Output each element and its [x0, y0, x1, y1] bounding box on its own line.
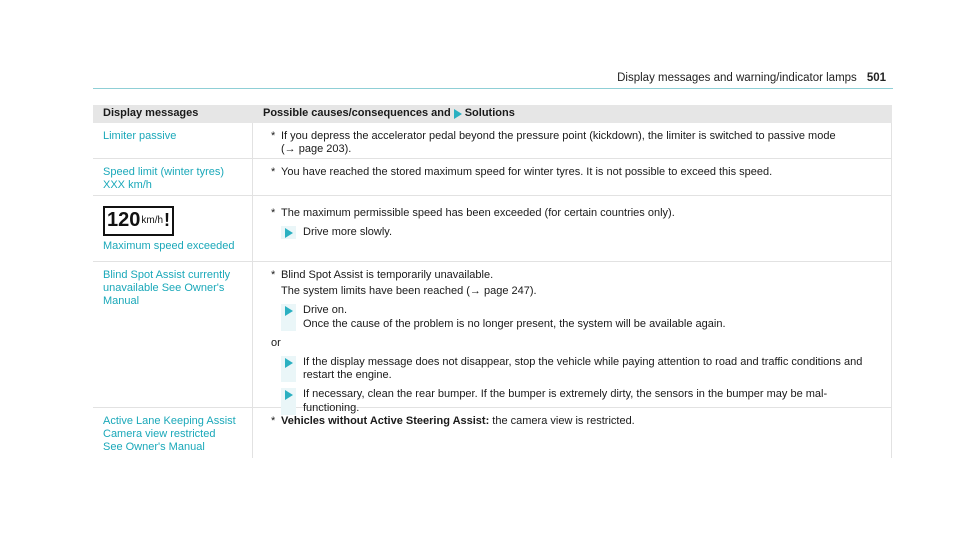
cause-cell	[253, 196, 892, 261]
solution-text: Drive more slowly.	[303, 226, 393, 239]
exclamation-icon: !	[164, 210, 171, 231]
col-causes-label: Possible causes/consequences and	[263, 107, 451, 120]
table-row	[93, 123, 892, 159]
or-text: or	[271, 336, 281, 349]
solution-step	[281, 304, 881, 330]
table-row	[93, 408, 892, 458]
solution-text: If the display message does not disappear, stop the vehicle while paying attention to road and traffic conditions and restart the engine.	[303, 356, 863, 382]
sign-number: 120	[107, 209, 141, 232]
page-ref: (→ page 203).	[281, 143, 352, 156]
message-text	[93, 262, 253, 407]
triangle-right-icon	[285, 306, 293, 316]
speed-limit-sign-icon	[103, 206, 174, 236]
message-line: Blind Spot Assist currently	[103, 269, 231, 281]
message-text: Limiter passive	[93, 123, 253, 158]
message-line: Manual	[103, 295, 140, 308]
sign-unit: km/h	[141, 215, 164, 227]
message-text	[93, 159, 253, 195]
cause-text: The maximum permissible speed has been exceeded (for certain countries only).	[281, 207, 675, 219]
page-header	[617, 72, 886, 84]
header-title: Display messages and warning/indicator lamps	[617, 72, 857, 84]
triangle-right-icon	[454, 109, 462, 119]
asterisk-icon: *	[271, 166, 276, 178]
asterisk-icon: *	[271, 130, 276, 142]
messages-table	[93, 105, 892, 458]
asterisk-icon: *	[271, 207, 276, 219]
table-row	[93, 262, 892, 414]
message-cell	[93, 196, 253, 261]
message-line: Camera view restricted	[103, 428, 216, 441]
col-display-messages: Display messages	[103, 107, 199, 120]
bold-condition: Vehicles without Active Steering Assist:	[281, 415, 490, 427]
message-line: Active Lane Keeping Assist	[103, 415, 236, 427]
cause-cell	[253, 123, 892, 158]
solution-step	[281, 356, 881, 382]
solution-step	[281, 226, 881, 239]
asterisk-icon: *	[271, 415, 276, 427]
cause-text: If you depress the accelerator pedal beyond the pressure point (kickdown), the limiter is switched to passive mode	[281, 130, 836, 142]
message-text	[93, 408, 253, 458]
col-solutions-label: Solutions	[464, 107, 515, 120]
message-line: See Owner's Manual	[103, 441, 205, 454]
solution-text: If necessary, clean the rear bumper. If the bumper is extremely dirty, the sensors in the bumper may be mal-functioning.	[303, 388, 828, 414]
table-row	[93, 159, 892, 196]
header-rule	[93, 88, 893, 89]
cause-text: the camera view is restricted.	[489, 415, 635, 427]
solution-text: Once the cause of the problem is no longer present, the system will be available again.	[303, 317, 726, 330]
asterisk-icon: *	[271, 269, 276, 281]
table-row	[93, 196, 892, 262]
cause-cell	[253, 262, 892, 414]
page-ref: The system limits have been reached (→ page 247).	[281, 285, 537, 298]
solution-text: Drive on.	[303, 304, 348, 317]
triangle-right-icon	[285, 358, 293, 368]
table-header	[93, 105, 892, 123]
message-line: unavailable See Owner's	[103, 282, 225, 295]
cause-text: You have reached the stored maximum speed for winter tyres. It is not possible to exceed this speed.	[281, 166, 773, 178]
message-line: XXX km/h	[103, 179, 152, 192]
triangle-right-icon	[285, 390, 293, 400]
cause-text: Blind Spot Assist is temporarily unavailable.	[281, 269, 494, 281]
triangle-right-icon	[285, 228, 293, 238]
message-text: Maximum speed exceeded	[103, 240, 235, 252]
message-line: Speed limit (winter tyres)	[103, 166, 225, 178]
col-causes	[253, 107, 892, 120]
page-number: 501	[866, 72, 886, 84]
cause-cell	[253, 159, 892, 195]
bullet	[271, 130, 881, 156]
cause-cell	[253, 408, 892, 458]
